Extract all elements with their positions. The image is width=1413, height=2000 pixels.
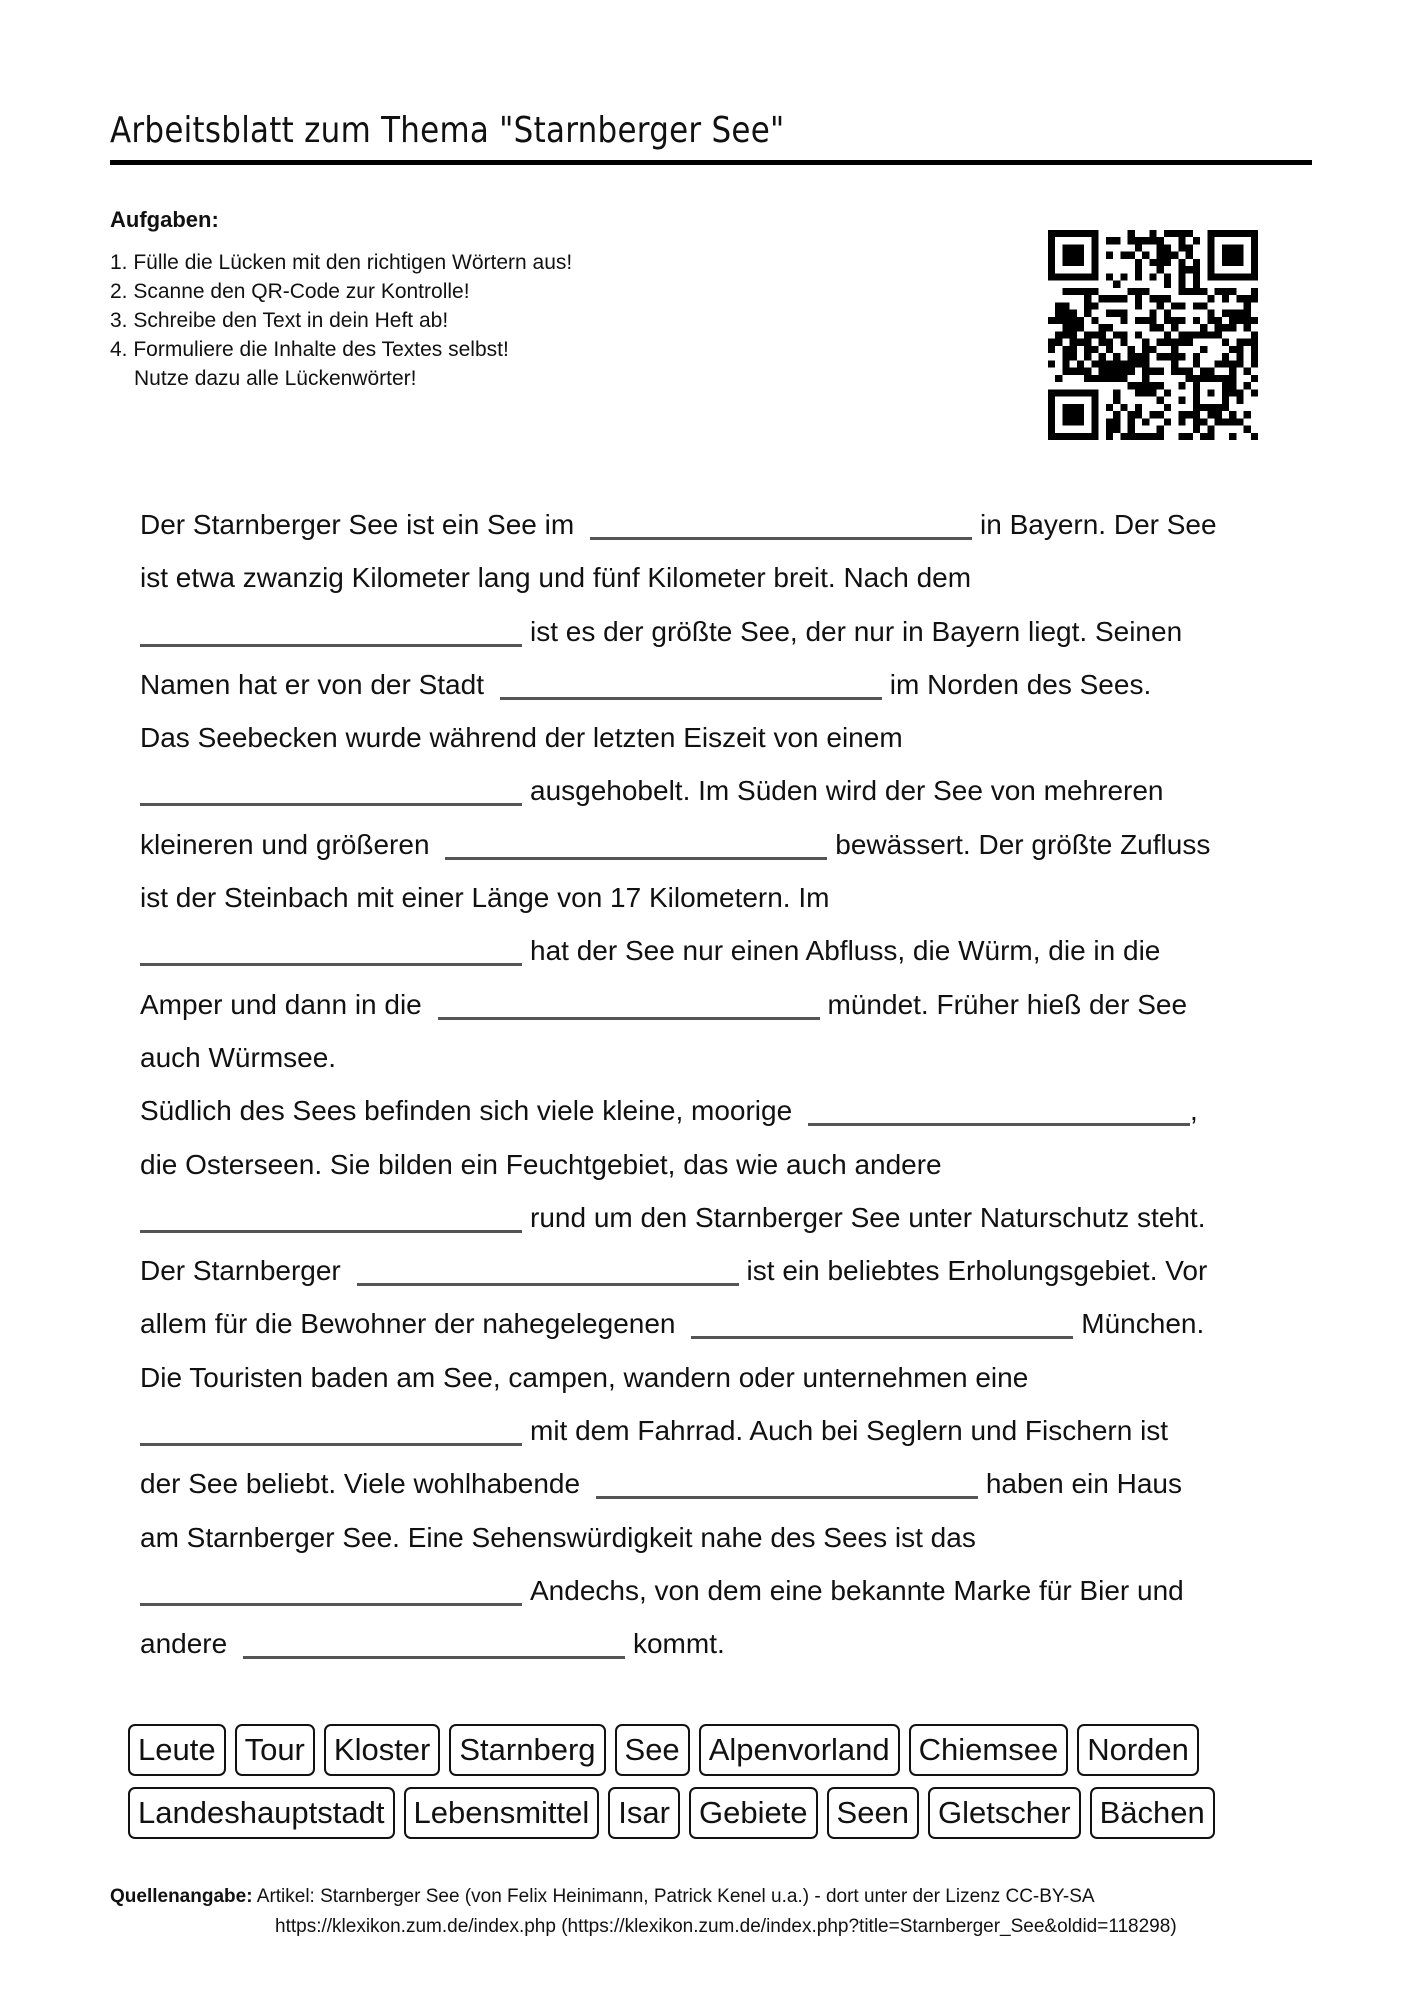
blank-field[interactable]: [357, 1257, 739, 1286]
blank-field[interactable]: [140, 1417, 522, 1446]
blank-field[interactable]: [140, 1577, 522, 1606]
text-segment: am Starnberger See. Eine Sehenswürdigkeit nahe des Sees ist das: [140, 1521, 976, 1553]
text-segment: Der Starnberger: [140, 1255, 341, 1287]
word-chip[interactable]: Lebensmittel: [404, 1787, 600, 1839]
text-segment: ist ein beliebtes Erholungsgebiet. Vor: [746, 1255, 1208, 1287]
word-chip[interactable]: Kloster: [324, 1724, 440, 1776]
text-segment: andere: [140, 1628, 228, 1660]
blank-field[interactable]: [808, 1097, 1190, 1126]
blank-field[interactable]: [500, 671, 882, 700]
word-chip[interactable]: See: [615, 1724, 690, 1776]
text-segment: München.: [1081, 1308, 1205, 1340]
text-segment: ist es der größte See, der nur in Bayern liegt. Seinen: [530, 615, 1183, 647]
title-divider: [110, 160, 1312, 165]
text-segment: der See beliebt. Viele wohlhabende: [140, 1468, 581, 1500]
qr-code-icon[interactable]: [1048, 230, 1258, 440]
blank-field[interactable]: [445, 831, 827, 860]
word-chip[interactable]: Starnberg: [449, 1724, 605, 1776]
text-segment: allem für die Bewohner der nahegelegenen: [140, 1308, 676, 1340]
text-segment: bewässert. Der größte Zufluss: [835, 828, 1211, 860]
text-segment: ist der Steinbach mit einer Länge von 17 Kilometern. Im: [140, 882, 830, 914]
text-segment: Amper und dann in die: [140, 988, 422, 1020]
cloze-text: [140, 498, 1290, 1671]
blank-field[interactable]: [140, 618, 522, 647]
text-segment: die Osterseen. Sie bilden ein Feuchtgebiet, das wie auch andere: [140, 1148, 942, 1180]
blank-field[interactable]: [140, 937, 522, 966]
blank-field[interactable]: [438, 991, 820, 1020]
text-segment: auch Würmsee.: [140, 1041, 337, 1073]
word-chip[interactable]: Bächen: [1090, 1787, 1215, 1839]
task-item: 3. Schreibe den Text in dein Heft ab!: [110, 309, 449, 332]
text-segment: Der Starnberger See ist ein See im: [140, 509, 575, 540]
text-segment: ,: [1189, 1095, 1198, 1127]
text-segment: mit dem Fahrrad. Auch bei Seglern und Fischern ist: [530, 1415, 1169, 1447]
text-segment: haben ein Haus: [985, 1468, 1182, 1500]
blank-field[interactable]: [243, 1630, 625, 1659]
text-segment: in Bayern. Der See: [980, 509, 1217, 540]
source-text: Artikel: Starnberger See (von Felix Heinimann, Patrick Kenel u.a.) - dort unter der Lizenz CC-BY-SA: [256, 1886, 1095, 1907]
blank-field[interactable]: [140, 777, 522, 806]
word-bank-row: [128, 1787, 1308, 1839]
word-chip[interactable]: Alpenvorland: [699, 1724, 900, 1776]
text-segment: Südlich des Sees befinden sich viele kleine, moorige: [140, 1095, 793, 1127]
text-segment: Das Seebecken wurde während der letzten Eiszeit von einem: [140, 722, 903, 754]
task-item: 4. Formuliere die Inhalte des Textes selbst!: [110, 338, 509, 361]
text-segment: mündet. Früher hieß der See: [827, 988, 1188, 1020]
source-label: Quellenangabe:: [110, 1886, 253, 1907]
tasks-list: [110, 248, 572, 393]
blank-field[interactable]: [140, 1204, 522, 1233]
text-segment: kommt.: [632, 1628, 725, 1660]
word-chip[interactable]: Gletscher: [928, 1787, 1081, 1839]
word-chip[interactable]: Leute: [128, 1724, 226, 1776]
tasks-heading: Aufgaben:: [110, 207, 219, 232]
text-segment: kleineren und größeren: [140, 828, 430, 860]
word-bank-row: [128, 1724, 1308, 1776]
blank-field[interactable]: [596, 1470, 978, 1499]
word-chip[interactable]: Isar: [608, 1787, 680, 1839]
task-item: 1. Fülle die Lücken mit den richtigen Wörtern aus!: [110, 251, 573, 274]
text-segment: Namen hat er von der Stadt: [140, 668, 484, 700]
word-chip[interactable]: Landeshauptstadt: [128, 1787, 395, 1839]
word-bank: [128, 1724, 1308, 1850]
blank-field[interactable]: [590, 511, 972, 540]
source-url[interactable]: https://klexikon.zum.de/index.php (https://klexikon.zum.de/index.php?title=Starnberger_See&oldid=118298): [275, 1916, 1177, 1937]
word-chip[interactable]: Norden: [1077, 1724, 1199, 1776]
page-title: Arbeitsblatt zum Thema "Starnberger See": [110, 110, 785, 151]
text-segment: ausgehobelt. Im Süden wird der See von mehreren: [530, 775, 1164, 807]
task-item: Nutze dazu alle Lückenwörter!: [134, 367, 417, 390]
word-chip[interactable]: Chiemsee: [909, 1724, 1069, 1776]
text-segment: Die Touristen baden am See, campen, wandern oder unternehmen eine: [140, 1361, 1029, 1393]
blank-field[interactable]: [691, 1310, 1073, 1339]
task-item: 2. Scanne den QR-Code zur Kontrolle!: [110, 280, 470, 303]
text-segment: rund um den Starnberger See unter Naturschutz steht.: [530, 1201, 1206, 1233]
word-chip[interactable]: Seen: [827, 1787, 919, 1839]
text-segment: hat der See nur einen Abfluss, die Würm, die in die: [530, 935, 1161, 967]
word-chip[interactable]: Gebiete: [689, 1787, 818, 1839]
text-segment: im Norden des Sees.: [889, 668, 1152, 700]
text-segment: ist etwa zwanzig Kilometer lang und fünf Kilometer breit. Nach dem: [140, 562, 972, 594]
word-chip[interactable]: Tour: [235, 1724, 315, 1776]
source-attribution: [110, 1882, 1177, 1942]
text-segment: Andechs, von dem eine bekannte Marke für Bier und: [530, 1574, 1184, 1606]
